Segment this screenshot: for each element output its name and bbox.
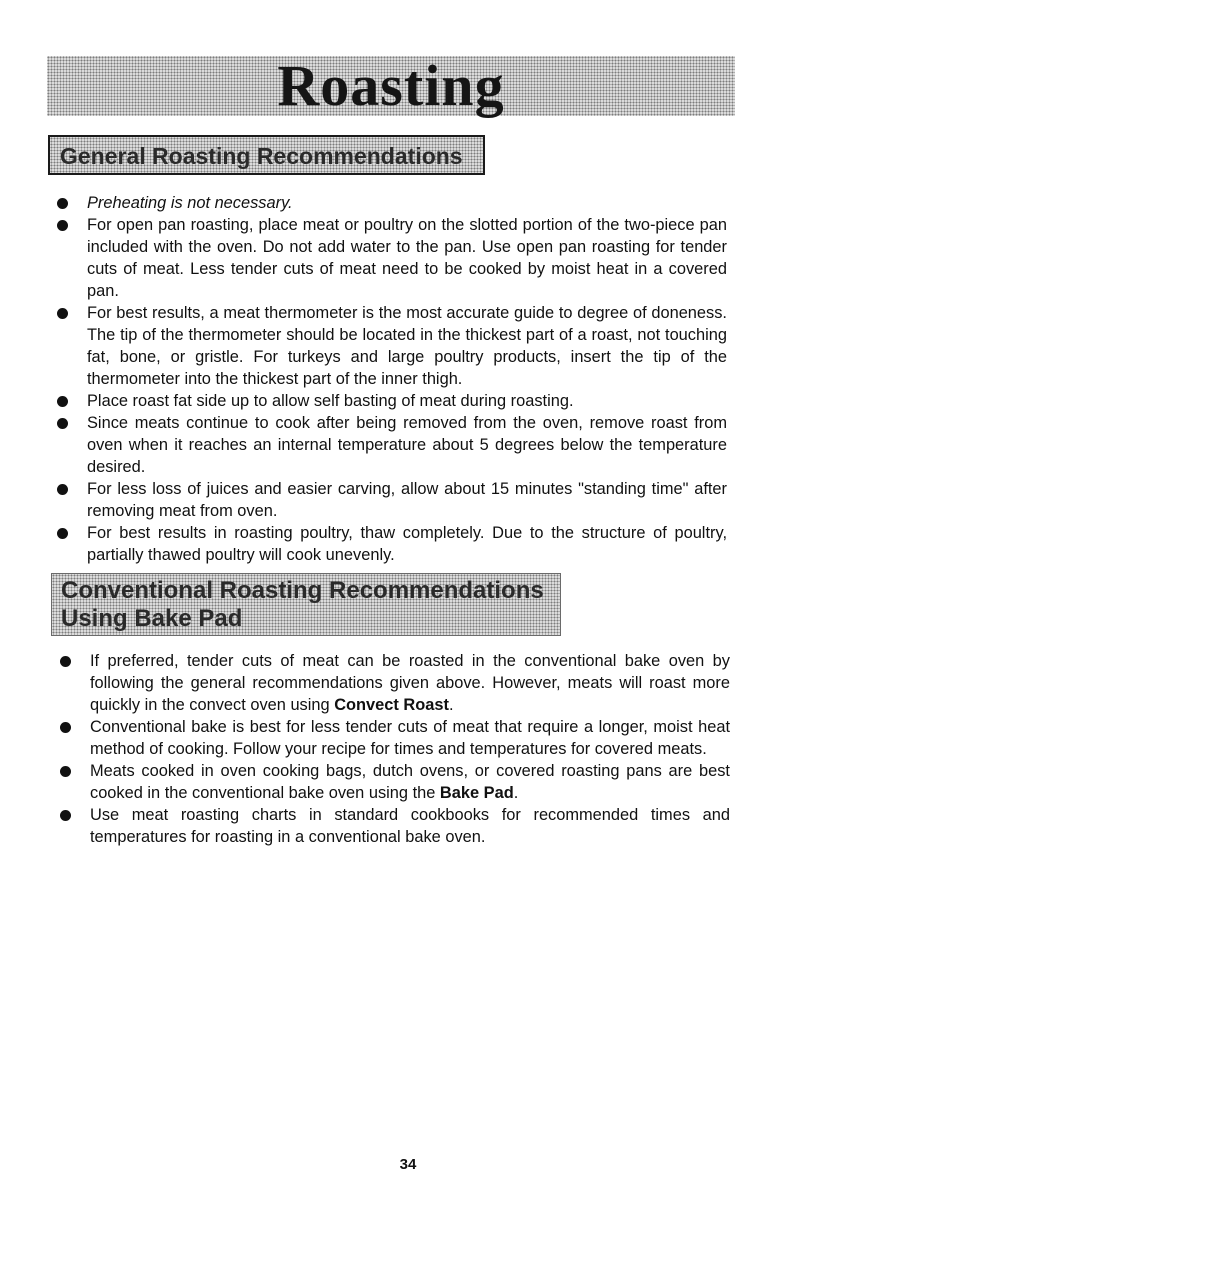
list-item	[58, 650, 730, 716]
list-item-text: For best results, a meat thermometer is the most accurate guide to degree of doneness. The tip of the thermometer should be located in the thickest part of a roast, not touching fat, bone, or gristle. For turkeys and large poultry products, insert the tip of the thermometer into the thickest part of the inner thigh.	[87, 304, 727, 388]
general-heading-text: General Roasting Recommendations	[60, 143, 463, 169]
page-number: 34	[399, 1156, 417, 1173]
bullet-icon	[57, 220, 68, 231]
section-heading-conventional	[51, 573, 561, 636]
conventional-heading-line2: Using Bake Pad	[61, 605, 243, 632]
list-item-text: Use meat roasting charts in standard cookbooks for recommended times and temperatures for roasting in a conventional bake oven.	[90, 806, 730, 846]
section-heading-general	[48, 135, 485, 175]
list-item-text: Conventional bake is best for less tender cuts of meat that require a longer, moist heat method of cooking. Follow your recipe for times and temperatures for covered meats.	[90, 718, 730, 758]
list-item	[55, 522, 727, 566]
list-item-text: If preferred, tender cuts of meat can be roasted in the conventional bake oven by following the general recommendations given above. However, meats will roast more quickly in the convect oven using	[90, 652, 730, 714]
list-item-text: Place roast fat side up to allow self basting of meat during roasting.	[87, 392, 574, 410]
list-item	[55, 192, 727, 214]
bullet-icon	[60, 766, 71, 777]
convect-roast-label: Convect Roast	[334, 696, 449, 714]
page-title: Roasting	[277, 53, 505, 118]
bullet-icon	[57, 418, 68, 429]
list-item-text: Since meats continue to cook after being removed from the oven, remove roast from oven when it reaches an internal temperature about 5 degrees below the temperature desired.	[87, 414, 727, 476]
list-item-text: Meats cooked in oven cooking bags, dutch ovens, or covered roasting pans are best cooked in the conventional bake oven using the	[90, 762, 730, 802]
bullet-icon	[57, 484, 68, 495]
conventional-recommendations-list	[58, 650, 730, 848]
title-banner	[47, 53, 735, 118]
list-item	[58, 716, 730, 760]
list-item	[55, 412, 727, 478]
list-item-end: .	[513, 784, 519, 802]
conventional-heading-line1: Conventional Roasting Recommendations	[61, 577, 544, 604]
bullet-icon	[60, 722, 71, 733]
list-item	[58, 804, 730, 848]
list-item	[55, 214, 727, 302]
list-item-text: For open pan roasting, place meat or poultry on the slotted portion of the two-piece pan included with the oven. Do not add water to the pan. Use open pan roasting for tender cuts of meat. Less tender cuts of meat need to be cooked by moist heat in a covered pan.	[87, 216, 727, 300]
bullet-icon	[57, 198, 68, 209]
list-item	[55, 302, 727, 390]
general-recommendations-list	[55, 192, 727, 566]
bake-pad-label: Bake Pad	[439, 784, 514, 802]
list-item-end: .	[448, 696, 454, 714]
list-item	[55, 478, 727, 522]
list-item-text: For less loss of juices and easier carving, allow about 15 minutes "standing time" after removing meat from oven.	[87, 480, 727, 520]
bullet-icon	[57, 308, 68, 319]
list-item-text: Preheating is not necessary.	[87, 194, 293, 212]
bullet-icon	[57, 528, 68, 539]
list-item	[55, 390, 727, 412]
list-item-text: For best results in roasting poultry, thaw completely. Due to the structure of poultry, partially thawed poultry will cook unevenly.	[87, 524, 727, 564]
bullet-icon	[60, 810, 71, 821]
bullet-icon	[60, 656, 71, 667]
list-item	[58, 760, 730, 804]
bullet-icon	[57, 396, 68, 407]
